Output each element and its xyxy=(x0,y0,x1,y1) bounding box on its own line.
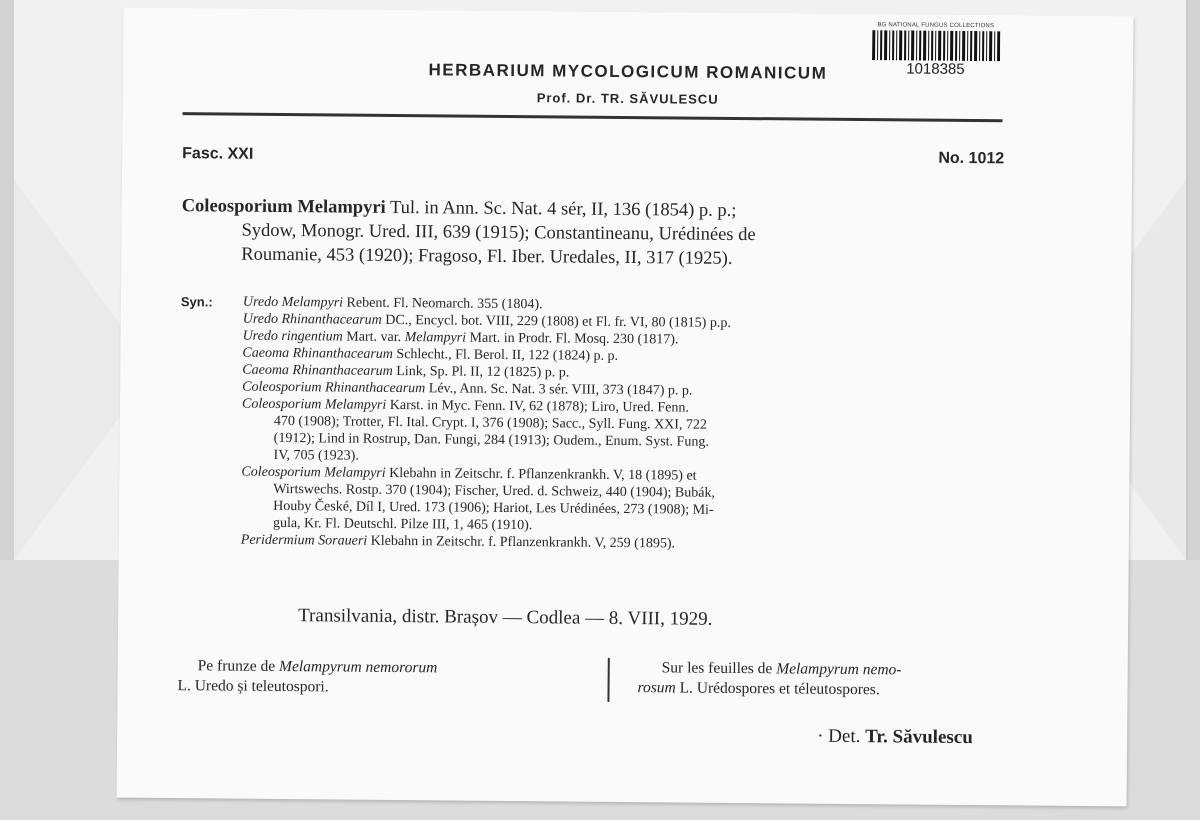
barcode-icon xyxy=(872,30,1000,61)
synonym-name: Coleosporium Melampyri xyxy=(241,396,387,413)
synonym-reference: Schlecht., Fl. Berol. II, 122 (1824) p. p. xyxy=(392,346,619,364)
synonym-name: Uredo Melampyri xyxy=(242,294,344,311)
barcode-caption: BG NATIONAL FUNGUS COLLECTIONS xyxy=(877,22,995,30)
synonym-continuation: Wirtswechs. Rostp. 370 (1904); Fischer, Ured. d. Schweiz, 440 (1904); Bubák, xyxy=(273,481,716,501)
synonym-continuation: gula, Kr. Fl. Deutschl. Pilze III, 1, 465 (1910). xyxy=(272,515,533,534)
specimen-number: No. 1012 xyxy=(938,149,1005,168)
synonym-continuation: Houby České, Díl I, Ured. 173 (1906); Hariot, Les Urédinées, 273 (1908); Mi- xyxy=(273,498,714,518)
synonym-continuation: IV, 705 (1923). xyxy=(273,447,359,464)
determiner xyxy=(817,726,973,749)
synonym-entry xyxy=(241,396,1020,471)
synonym-name: Caeoma Rhinanthacearum xyxy=(242,345,393,362)
synonym-reference: Karst. in Myc. Fenn. IV, 62 (1878); Liro, Ured. Fenn. xyxy=(386,397,689,416)
host-note-divider xyxy=(607,658,609,702)
citation-line-3: Roumanie, 453 (1920); Fragoso, Fl. Iber. Uredales, II, 317 (1925). xyxy=(241,244,733,269)
synonym-entry xyxy=(241,464,1020,539)
synonym-name: Caeoma Rhinanthacearum xyxy=(242,362,393,379)
host-plant-name: Melampyrum nemo- xyxy=(776,660,902,679)
synonym-name: Uredo Rhinanthacearum xyxy=(242,311,382,328)
host-note-romanian xyxy=(177,656,597,700)
synonyms-label: Syn.: xyxy=(180,294,213,310)
synonym-continuation: 470 (1908); Trotter, Fl. Ital. Crypt. I, 376 (1908); Sacc., Syll. Fung. XXI, 722 xyxy=(273,413,707,433)
host-plant-name: Melampyrum nemororum xyxy=(278,657,438,677)
header-rule xyxy=(183,112,1003,122)
collection-locality: Transilvania, distr. Brașov — Codlea — 8. VIII, 1929. xyxy=(298,605,713,630)
barcode-number: 1018385 xyxy=(906,60,965,78)
herbarium-label xyxy=(117,8,1134,807)
synonym-reference: Link, Sp. Pl. II, 12 (1825) p. p. xyxy=(392,363,570,381)
synonym-reference: Rebent. Fl. Neomarch. 355 (1804). xyxy=(343,295,543,313)
species-name: Coleosporium Melampyri xyxy=(181,196,386,218)
synonym-reference: Mart. in Prodr. Fl. Mosq. 230 (1817). xyxy=(465,330,679,348)
synonyms-list xyxy=(241,294,1021,556)
citation-line-1: Tul. in Ann. Sc. Nat. 4 sér, II, 136 (1854) p. p.; xyxy=(385,197,737,221)
determiner-prefix: · Det. xyxy=(817,725,866,748)
host-note-french xyxy=(637,658,1047,702)
main-citation xyxy=(181,194,1004,273)
synonym-name: Coleosporium Melampyri xyxy=(241,464,386,481)
synonym-reference: DC., Encycl. bot. VIII, 229 (1808) et Fl. fr. VI, 80 (1815) p.p. xyxy=(381,312,731,331)
synonym-reference: Lév., Ann. Sc. Nat. 3 sér. VIII, 373 (1847) p. p. xyxy=(425,381,693,399)
synonym-reference: Klebahn in Zeitschr. f. Pflanzenkrankh. V, 18 (1895) et xyxy=(385,465,697,484)
fascicle-number: Fasc. XXI xyxy=(182,145,254,163)
herbarium-title: HERBARIUM MYCOLOGICUM ROMANICUM xyxy=(428,60,828,83)
host-note-text: L. Urédospores et téleutospores. xyxy=(675,679,880,699)
synonym-variety-name: Melampyri xyxy=(404,330,467,346)
synonyms-block xyxy=(179,293,1021,555)
host-note-text: L. Uredo și teleutospori. xyxy=(177,677,329,696)
citation-line-2: Sydow, Monogr. Ured. III, 639 (1915); Constantineanu, Urédinées de xyxy=(241,220,756,246)
synonym-reference: Mart. var. xyxy=(342,329,405,346)
host-plant-name: rosum xyxy=(637,679,676,697)
host-note-text: Pe frunze de xyxy=(197,657,280,675)
herbarium-subtitle: Prof. Dr. TR. SĂVULESCU xyxy=(536,90,719,107)
synonym-name: Peridermium Soraueri xyxy=(240,532,368,549)
synonym-name: Uredo ringentium xyxy=(242,328,343,345)
synonym-reference: Klebahn in Zeitschr. f. Pflanzenkrankh. V, 259 (1895). xyxy=(367,533,676,552)
host-note-text: Sur les feuilles de xyxy=(661,659,777,678)
synonym-name: Coleosporium Rhinanthacearum xyxy=(242,379,426,397)
synonym-continuation: (1912); Lind in Rostrup, Dan. Fungi, 284 (1913); Oudem., Enum. Syst. Fung. xyxy=(273,430,709,450)
determiner-name: Tr. Săvulescu xyxy=(865,726,973,749)
